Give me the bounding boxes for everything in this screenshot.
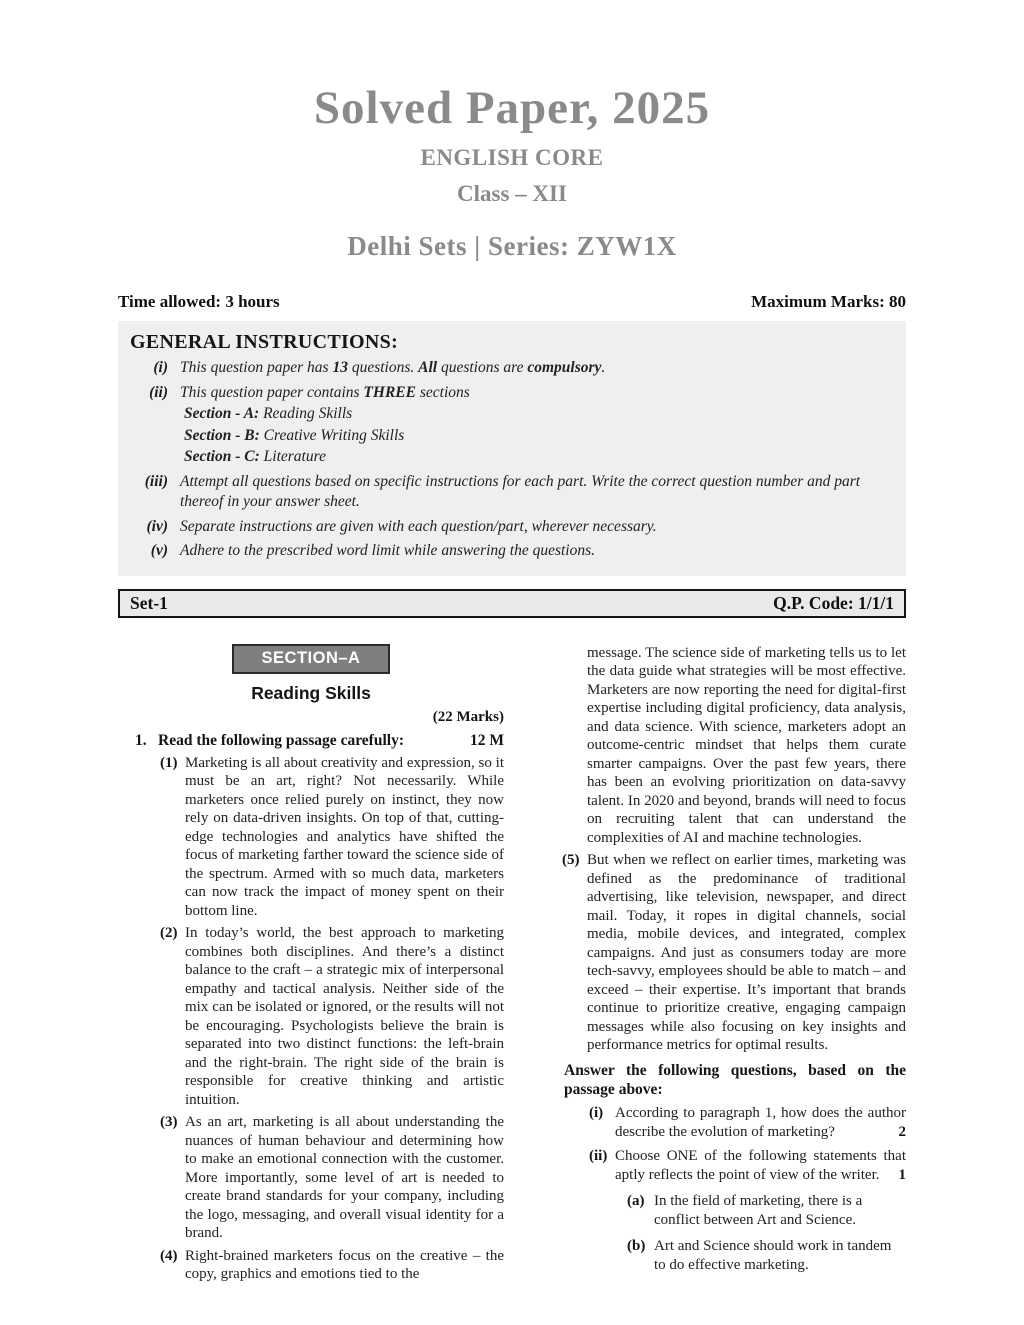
- instruction-label: (v): [150, 542, 168, 560]
- option-label: (a): [627, 1192, 645, 1209]
- question-1-header: [118, 732, 504, 750]
- instruction-label: (iv): [146, 517, 168, 535]
- subquestion-marks: 1: [898, 1166, 906, 1183]
- instruction-label: (i): [153, 359, 168, 377]
- paragraph-number: (2): [160, 925, 178, 942]
- subquestion-text: Choose ONE of the following statements that aptly reflects the point of view of the writer.: [615, 1147, 906, 1183]
- option-b: [627, 1237, 906, 1275]
- paper-body: [118, 644, 906, 1284]
- instruction-section-b: Section - B: Creative Writing Skills: [184, 426, 405, 444]
- set-label: Set-1: [130, 592, 168, 613]
- paragraph-text: In today’s world, the best approach to marketing combines both disciplines. And there’s a distinct balance to the craft – a strategic mix of interpersonal empathy and tactical analysis. Neither side of the mix can be isolated or ignored, or the results will not be encouraging. Psychologists believe the brain is separated into two distinct functions: the left-brain and the right-brain. The right side of the brain is responsible for creative thinking and artistic intuition.: [185, 925, 504, 1108]
- paragraph-number: (5): [562, 852, 580, 869]
- subject-line: ENGLISH CORE: [420, 145, 604, 171]
- section-a-badge: SECTION–A: [232, 644, 391, 674]
- section-a-title: Reading Skills: [251, 682, 371, 703]
- set-qp-bar: [118, 589, 906, 618]
- instruction-section-c: Section - C: Literature: [184, 448, 326, 466]
- instruction-label: (iii): [144, 472, 168, 490]
- instruction-text: Adhere to the prescribed word limit while answering the questions.: [180, 542, 596, 560]
- subquestion-marks: 2: [898, 1123, 906, 1140]
- paragraph-number: (4): [160, 1247, 178, 1264]
- general-instructions-box: [118, 321, 906, 576]
- question-prompt: Read the following passage carefully:: [158, 731, 404, 749]
- instruction-item-i: [130, 358, 890, 379]
- instruction-item-iii: [130, 472, 890, 513]
- instruction-section-a: Section - A: Reading Skills: [184, 405, 353, 423]
- time-allowed: Time allowed: 3 hours: [118, 292, 280, 312]
- section-a-marks: (22 Marks): [432, 708, 504, 725]
- passage-paragraph-4-continuation: message. The science side of marketing tells us to let the data guide what strategies will be most effective. Marketers are now reporting the need for digital-first expertise including digital proficiency, data analysis, and data science. With science, marketers adopt an outcome-centric mindset that helps them curate smarter campaigns. Over the past few years, there has been an evolving prioritization on data-savvy talent. In 2020 and beyond, brands will need to focus on recruiting talent that can understand the complexities of AI and machine technologies.: [587, 644, 906, 846]
- instruction-item-ii: [130, 383, 890, 404]
- paragraph-number: (3): [160, 1114, 178, 1131]
- paper-title: Solved Paper, 2025: [313, 82, 711, 134]
- passage-paragraph-3: [160, 1113, 504, 1243]
- section-a-badge-wrap: [118, 644, 504, 674]
- instruction-text: This question paper contains THREE sections: [180, 383, 470, 401]
- option-text: Art and Science should work in tandem to do effective marketing.: [654, 1237, 892, 1273]
- instruction-text: Attempt all questions based on specific instructions for each part. Write the correct question number and part thereof in your answer sheet.: [180, 472, 861, 511]
- maximum-marks: Maximum Marks: 80: [751, 292, 906, 312]
- paragraph-number: (1): [160, 754, 178, 771]
- passage-paragraph-2: [160, 924, 504, 1109]
- class-line: Class – XII: [457, 181, 567, 207]
- subquestion-label: (ii): [589, 1147, 608, 1164]
- meta-row: [118, 292, 906, 312]
- qp-code: Q.P. Code: 1/1/1: [773, 592, 894, 613]
- paragraph-text: But when we reflect on earlier times, marketing was defined as the predominance of traditional advertising, like television, newspaper, and direct mail. Today, it ropes in digital channels, social media, mobile devices, and integrated, complex campaigns. And just as consumers today are more tech-savvy, employees should be able to match – and exceed – their expertise. It’s important that brands continue to prioritize creative, engaging campaign messages while also focusing on key insights and performance metrics for optimal results.: [587, 852, 906, 1054]
- option-text: In the field of marketing, there is a conflict between Art and Science.: [654, 1192, 863, 1228]
- paper-header: [118, 0, 906, 262]
- question-marks: 12 M: [469, 731, 504, 749]
- paragraph-text: Marketing is all about creativity and expression, so it must be an art, right? Not necessarily. While marketers once relied purely on instinct, they now rely on data-driven insights. On top of that, cutting-edge technologies and analytics have shifted the focus of marketing farther toward the science side of the spectrum. Armed with so much data, marketers can now track the impact of money spent on their bottom line.: [185, 754, 504, 919]
- left-column: [118, 644, 504, 1284]
- instruction-item-iv: [130, 517, 890, 538]
- question-number: 1.: [135, 731, 147, 749]
- right-column: [562, 644, 906, 1284]
- passage-paragraph-4: [160, 1247, 504, 1284]
- passage-paragraph-1: [160, 754, 504, 921]
- instruction-text: Separate instructions are given with each question/part, wherever necessary.: [180, 517, 657, 535]
- instruction-label: (ii): [149, 383, 168, 401]
- paragraph-text: Right-brained marketers focus on the creative – the copy, graphics and emotions tied to the: [185, 1247, 504, 1283]
- paragraph-text: As an art, marketing is all about understanding the nuances of human behaviour and determining how to make an emotional connection with the customer. More importantly, some level of art is needed to create brand standards for your company, including the logo, messaging, and overall visual identity for a brand.: [185, 1114, 504, 1242]
- instruction-item-v: [130, 541, 890, 562]
- answer-heading: Answer the following questions, based on the passage above:: [564, 1061, 906, 1098]
- subquestion-text: According to paragraph 1, how does the author describe the evolution of marketing?: [615, 1104, 906, 1140]
- subquestion-i: [589, 1104, 906, 1142]
- subquestion-ii: [589, 1147, 906, 1185]
- subquestion-label: (i): [589, 1104, 604, 1121]
- series-line: Delhi Sets | Series: ZYW1X: [347, 231, 677, 262]
- instruction-text: This question paper has 13 questions. All questions are compulsory.: [180, 359, 606, 377]
- option-label: (b): [627, 1237, 646, 1254]
- instructions-heading: GENERAL INSTRUCTIONS:: [130, 331, 399, 354]
- passage-paragraph-5: [562, 851, 906, 1055]
- option-a: [627, 1192, 906, 1230]
